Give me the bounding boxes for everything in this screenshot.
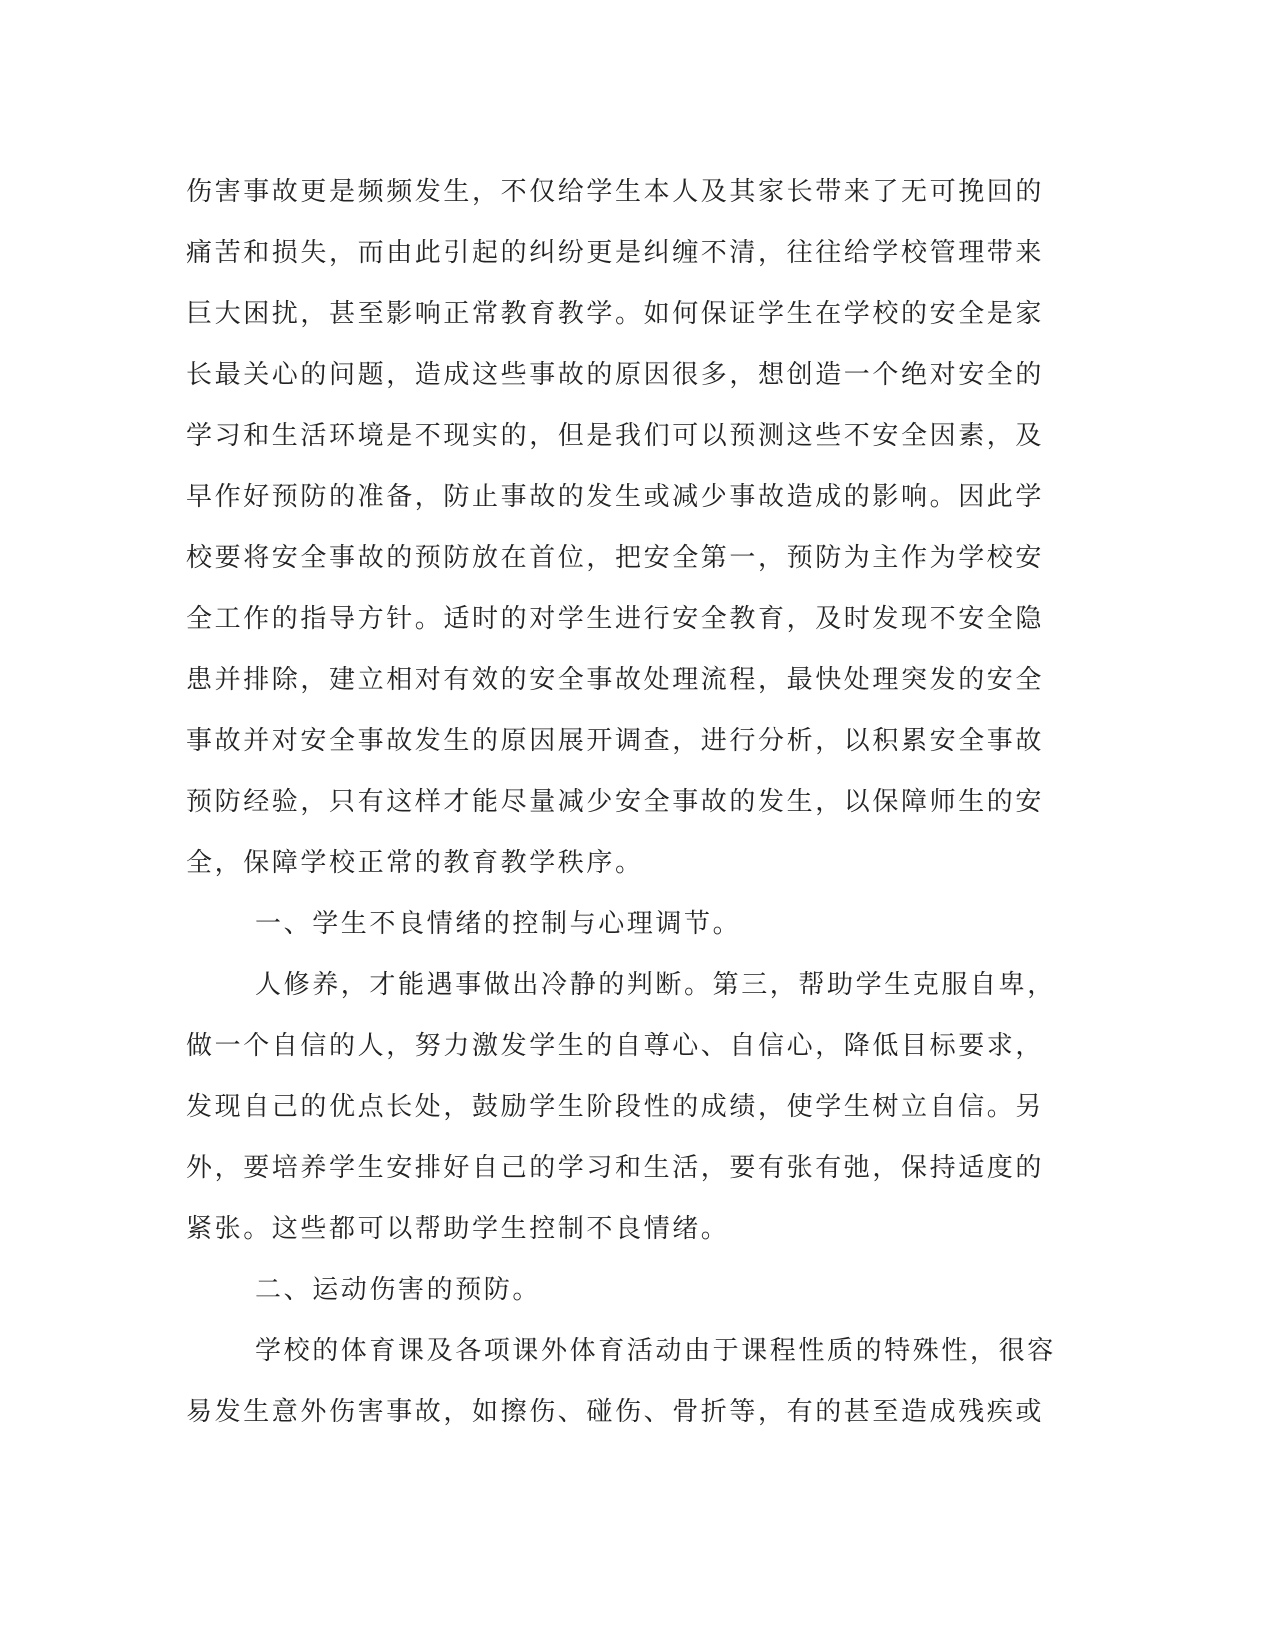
text-line: 巨大困扰，甚至影响正常教育教学。如何保证学生在学校的安全是家: [186, 299, 1045, 329]
document-body: [186, 162, 1066, 1443]
text-line: 外，要培养学生安排好自己的学习和生活，要有张有弛，保持适度的: [186, 1153, 1045, 1183]
paragraph-start-line: 人修养，才能遇事做出冷静的判断。第三，帮助学生克服自卑，: [255, 970, 1056, 1000]
text-line: 全工作的指导方针。适时的对学生进行安全教育，及时发现不安全隐: [186, 604, 1045, 634]
text-line: 伤害事故更是频频发生，不仅给学生本人及其家长带来了无可挽回的: [186, 177, 1045, 207]
text-line: 全，保障学校正常的教育教学秩序。: [186, 848, 644, 878]
text-line: 长最关心的问题，造成这些事故的原因很多，想创造一个绝对安全的: [186, 360, 1045, 390]
text-line: 痛苦和损失，而由此引起的纠纷更是纠缠不清，往往给学校管理带来: [186, 238, 1045, 268]
text-line: 学习和生活环境是不现实的，但是我们可以预测这些不安全因素，及: [186, 421, 1045, 451]
text-line: 校要将安全事故的预防放在首位，把安全第一，预防为主作为学校安: [186, 543, 1045, 573]
section-heading: 二、运动伤害的预防。: [255, 1275, 542, 1305]
paragraph-start-line: 学校的体育课及各项课外体育活动由于课程性质的特殊性，很容: [255, 1336, 1056, 1366]
text-line: 做一个自信的人，努力激发学生的自尊心、自信心，降低目标要求，: [186, 1031, 1045, 1061]
section-heading: 一、学生不良情绪的控制与心理调节。: [255, 909, 742, 939]
text-line: 早作好预防的准备，防止事故的发生或减少事故造成的影响。因此学: [186, 482, 1045, 512]
text-line: 发现自己的优点长处，鼓励学生阶段性的成绩，使学生树立自信。另: [186, 1092, 1045, 1122]
text-line: 患并排除，建立相对有效的安全事故处理流程，最快处理突发的安全: [186, 665, 1045, 695]
text-line: 事故并对安全事故发生的原因展开调查，进行分析，以积累安全事故: [186, 726, 1045, 756]
text-line: 预防经验，只有这样才能尽量减少安全事故的发生，以保障师生的安: [186, 787, 1045, 817]
text-line: 易发生意外伤害事故，如擦伤、碰伤、骨折等，有的甚至造成残疾或: [186, 1397, 1045, 1427]
text-line: 紧张。这些都可以帮助学生控制不良情绪。: [186, 1214, 730, 1244]
